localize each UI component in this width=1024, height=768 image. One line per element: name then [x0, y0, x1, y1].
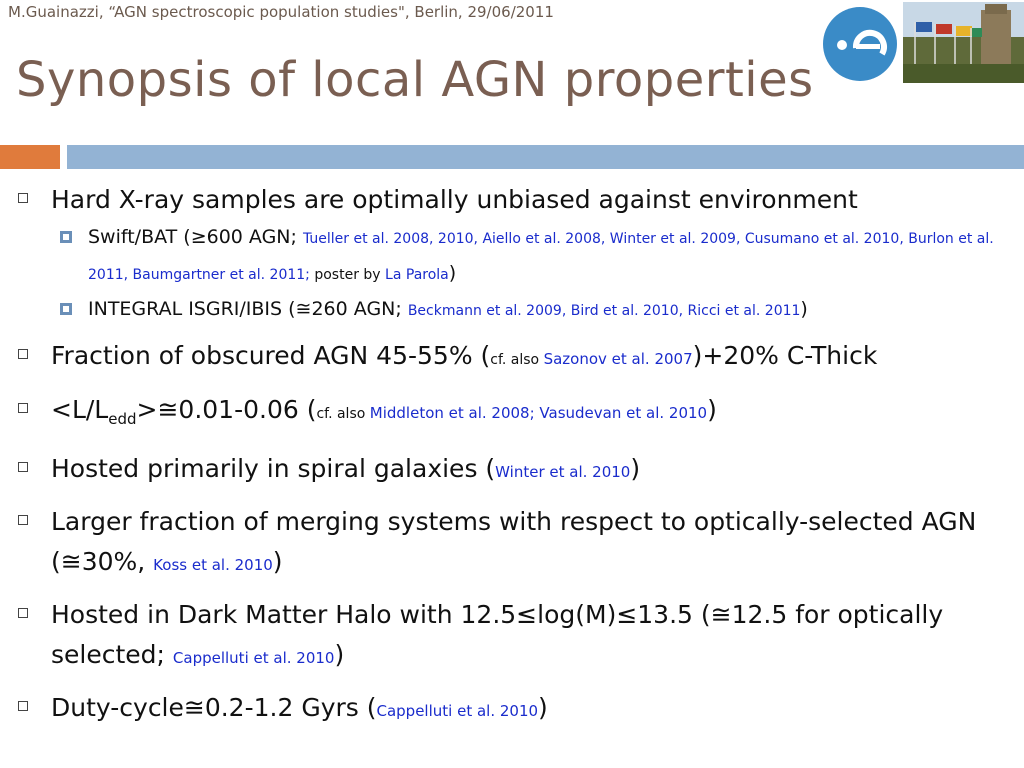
bullet-list: [0, 180, 1024, 731]
title-divider-orange: [0, 145, 60, 169]
reference-link: Middleton et al. 2008; Vasudevan et al. 2010: [369, 404, 708, 422]
subbullet-text: ): [448, 262, 457, 284]
bullet-obscured-fraction: [0, 336, 1024, 380]
square-bullet-icon: [18, 349, 28, 359]
filled-square-bullet-icon: [60, 231, 72, 243]
bullet-text: )+20% C-Thick: [692, 341, 878, 370]
reference-link: La Parola: [385, 267, 449, 283]
bullet-eddington-ratio: [0, 390, 1024, 439]
bullet-text: cf. also: [316, 406, 370, 422]
reference-link: Cappelluti et al. 2010: [376, 702, 539, 720]
subbullet-text: INTEGRAL ISGRI/IBIS (≅260 AGN;: [88, 298, 408, 320]
bullet-text: Hosted primarily in spiral galaxies (: [51, 454, 496, 483]
subbullet-integral: [0, 292, 1024, 328]
bullet-text: ): [630, 454, 641, 483]
bullet-hard-xray: [0, 180, 1024, 220]
bullet-spiral-galaxies: [0, 449, 1024, 492]
filled-square-bullet-icon: [60, 303, 72, 315]
bullet-text: cf. also: [490, 352, 544, 368]
subbullet-text: poster by: [309, 267, 386, 283]
bullet-text: Hosted in Dark Matter Halo with 12.5≤log(M)≤13.5 (≅12.5 for optically selected;: [51, 600, 944, 669]
reference-link: Cappelluti et al. 2010: [172, 649, 335, 667]
subscript-text: edd: [108, 410, 137, 428]
bullet-text: Fraction of obscured AGN 45-55% (: [51, 341, 491, 370]
bullet-merging-systems: [0, 502, 1024, 585]
bullet-text: Hard X-ray samples are optimally unbiased against environment: [51, 185, 858, 214]
reference-link: Sazonov et al. 2007: [543, 350, 693, 368]
reference-link: Winter et al. 2010: [495, 463, 631, 481]
bullet-duty-cycle: [0, 688, 1024, 731]
bullet-dark-matter-halo: [0, 595, 1024, 678]
bullet-text: <L/L: [51, 395, 109, 424]
title-divider-blue: [67, 145, 1024, 169]
bullet-text: Larger fraction of merging systems with respect to optically-selected AGN (≅30%,: [51, 507, 977, 576]
reference-link: Beckmann et al. 2009, Bird et al. 2010, Ricci et al. 2011: [407, 303, 801, 319]
square-bullet-icon: [18, 462, 28, 472]
bullet-text: ): [272, 547, 283, 576]
bullet-text: >≅0.01-0.06 (: [136, 395, 317, 424]
bullet-text: Duty-cycle≅0.2-1.2 Gyrs (: [51, 693, 377, 722]
bullet-text: ): [538, 693, 548, 722]
slide-title: Synopsis of local AGN properties: [16, 52, 814, 108]
reference-link: Tueller et al. 2008, 2010, Aiello et al. 2008, Winter et al. 2009, Cusumano et al. 2010, Burlon et al. 2011, Baumgartner et al. 2011;: [88, 231, 994, 283]
esa-logo-icon: [822, 6, 898, 82]
flags-photo: [903, 2, 1024, 83]
square-bullet-icon: [18, 403, 28, 413]
square-bullet-icon: [18, 193, 28, 203]
subbullet-text: ): [800, 298, 808, 320]
header-note: M.Guainazzi, “AGN spectroscopic population studies", Berlin, 29/06/2011: [8, 3, 554, 21]
subbullet-swift-bat: [0, 220, 1024, 292]
reference-link: Koss et al. 2010: [153, 556, 273, 574]
square-bullet-icon: [18, 608, 28, 618]
square-bullet-icon: [18, 515, 28, 525]
bullet-text: ): [707, 395, 717, 424]
square-bullet-icon: [18, 701, 28, 711]
bullet-text: ): [334, 640, 345, 669]
subbullet-text: Swift/BAT (≥600 AGN;: [88, 226, 303, 248]
